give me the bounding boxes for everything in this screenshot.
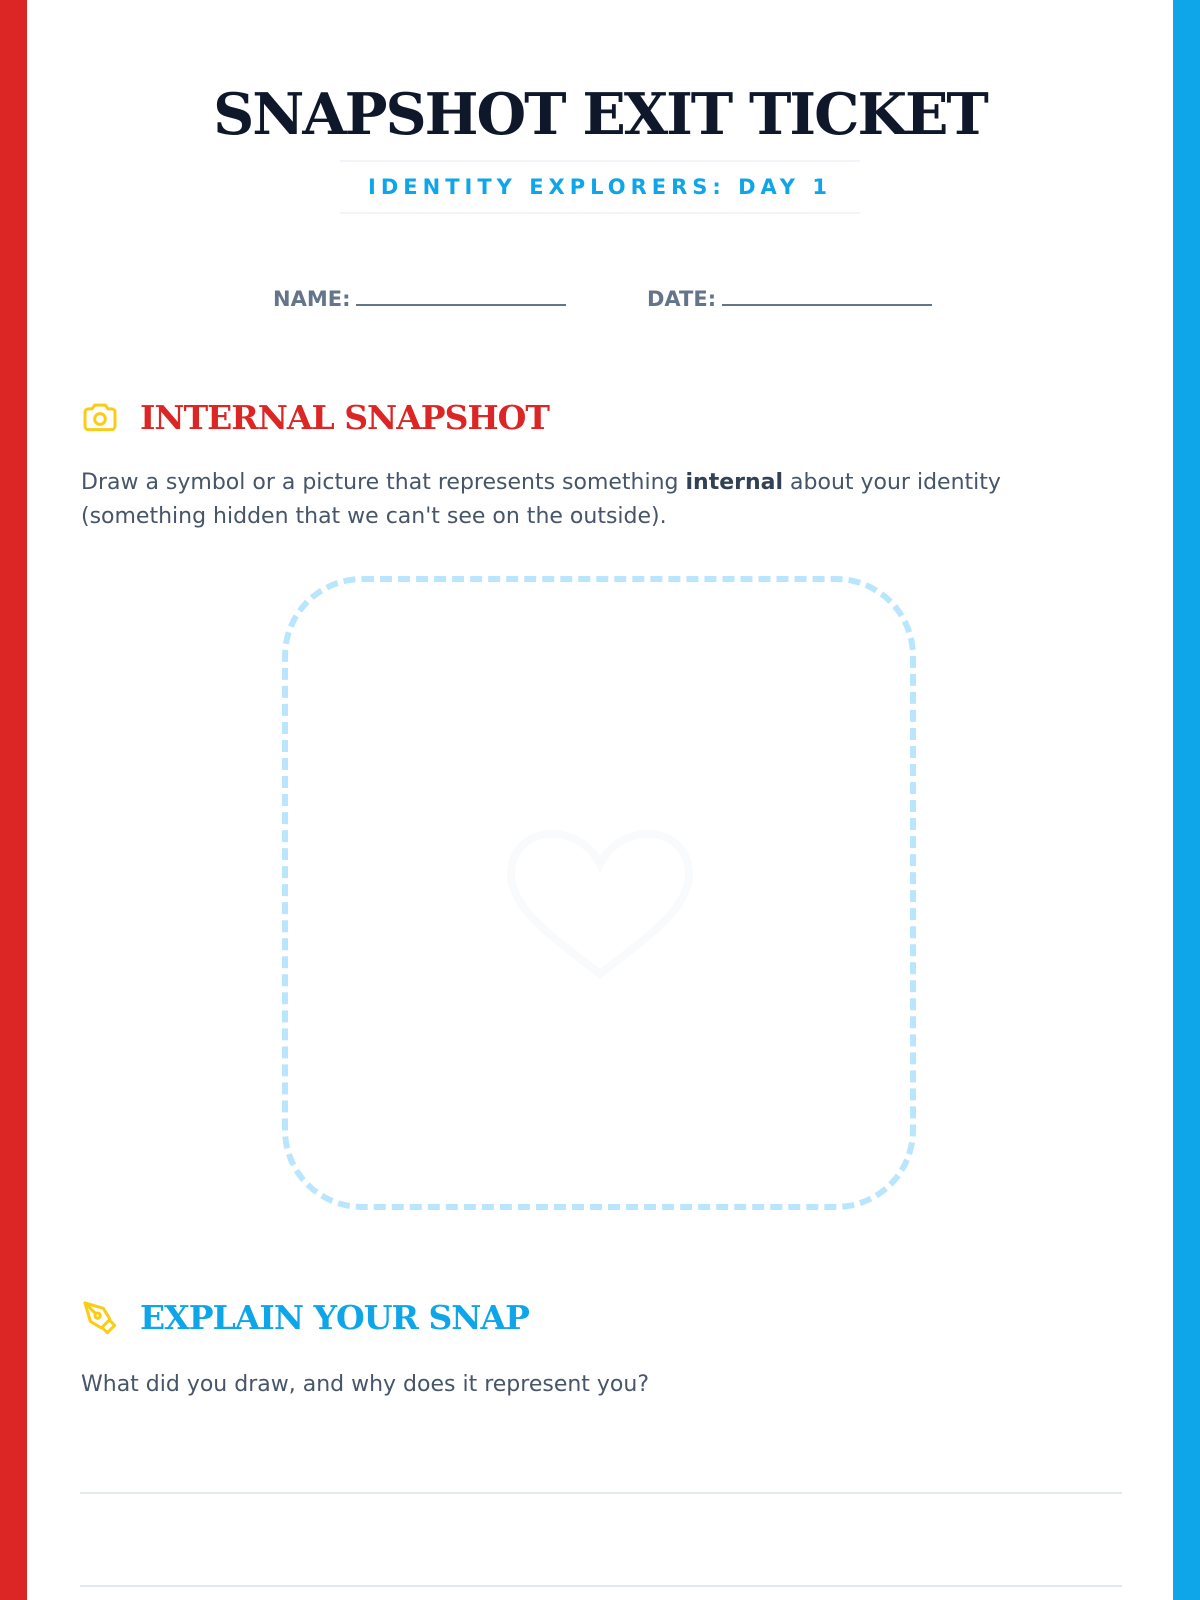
internal-snapshot-header xyxy=(80,396,549,440)
worksheet-title: SNAPSHOT EXIT TICKET xyxy=(213,81,987,148)
worksheet-subtitle: IDENTITY EXPLORERS: DAY 1 xyxy=(368,175,832,199)
internal-snapshot-heading: INTERNAL SNAPSHOT xyxy=(140,398,549,437)
prompt-emphasis: internal xyxy=(685,470,784,495)
explain-snap-heading: EXPLAIN YOUR SNAP xyxy=(140,1298,529,1337)
pen-nib-icon xyxy=(80,1298,120,1338)
prompt-text-end: about your identity (something hidden that we can't see on the outside). xyxy=(81,470,1001,529)
left-accent-bar xyxy=(0,0,27,1600)
date-field xyxy=(647,282,932,314)
internal-snapshot-prompt xyxy=(81,466,1121,534)
name-field xyxy=(273,282,566,314)
name-label: NAME: xyxy=(273,287,351,311)
camera-icon xyxy=(80,398,120,438)
subtitle-band xyxy=(340,160,860,214)
answer-line[interactable] xyxy=(80,1492,1122,1494)
prompt-text-start: Draw a symbol or a picture that represents something xyxy=(81,470,686,495)
name-blank-line[interactable] xyxy=(356,282,566,306)
heart-icon xyxy=(497,822,703,992)
explain-snap-header xyxy=(80,1296,529,1340)
explain-snap-prompt: What did you draw, and why does it represent you? xyxy=(81,1372,650,1397)
date-blank-line[interactable] xyxy=(722,282,932,306)
date-label: DATE: xyxy=(647,287,717,311)
answer-line[interactable] xyxy=(80,1585,1122,1587)
right-accent-bar xyxy=(1173,0,1200,1600)
